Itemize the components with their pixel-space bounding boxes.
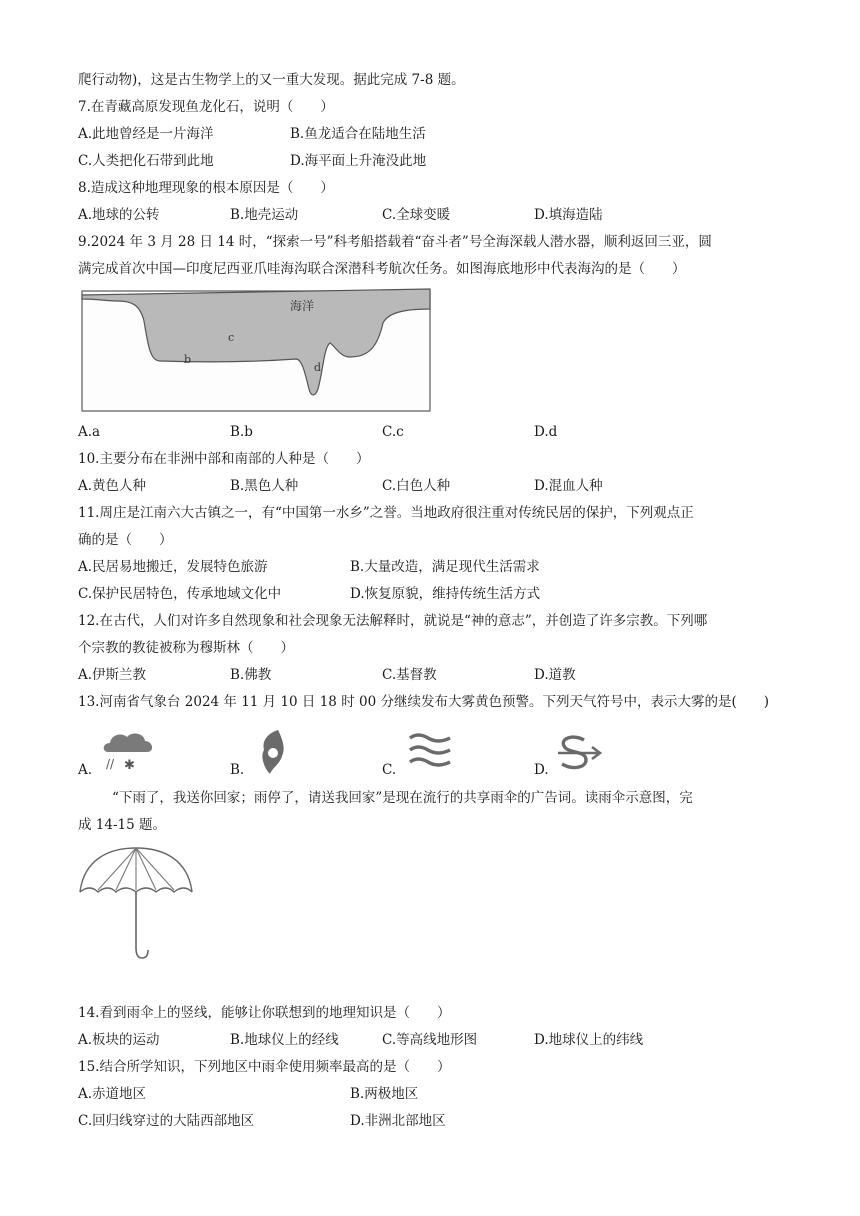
passage2-line1: “下雨了，我送你回家；雨停了，请送我回家”是现在流行的共享雨伞的广告词。读雨伞示意图，完 (112, 790, 693, 806)
q10-option-d: D.混血人种 (534, 478, 603, 494)
q12-stem-line1: 12.在古代，人们对许多自然现象和社会现象无法解释时，就说是“神的意志”，并创造了许多宗教。下列哪 (78, 613, 708, 629)
q12-option-b: B.佛教 (230, 667, 272, 683)
q9-option-d: D.d (534, 424, 558, 440)
q8-stem: 8.造成这种地理现象的根本原因是（ ） (78, 180, 334, 196)
q12-stem-line2: 个宗教的教徒被称为穆斯林（ ） (78, 640, 294, 656)
q11-option-b: B.大量改造，满足现代生活需求 (350, 559, 540, 575)
q9-option-a: A.a (78, 424, 101, 440)
q7-option-b: B.鱼龙适合在陆地生活 (290, 126, 426, 142)
q8-option-c: C.全球变暖 (382, 207, 451, 223)
q9-option-c: C.c (382, 424, 404, 440)
q9-stem-line2: 满完成首次中国—印度尼西亚爪哇海沟联合深潜科考航次任务。如图海底地形中代表海沟的是（ ） (78, 261, 686, 277)
q7-option-d: D.海平面上升淹没此地 (290, 153, 427, 169)
q14-option-a: A.板块的运动 (78, 1032, 160, 1048)
rain-snow-cloud-icon (100, 728, 158, 772)
figure-label-c: c (228, 331, 235, 344)
q13-option-b: B. (230, 762, 245, 778)
q13-option-d: D. (534, 762, 549, 778)
intro-tail: 爬行动物)，这是古生物学上的又一重大发现。据此完成 7-8 题。 (78, 72, 465, 88)
typhoon-icon (256, 728, 290, 776)
q10-option-a: A.黄色人种 (78, 478, 147, 494)
q10-option-c: C.白色人种 (382, 478, 451, 494)
q10-stem: 10.主要分布在非洲中部和南部的人种是（ ） (78, 451, 370, 467)
q7-option-c: C.人类把化石带到此地 (78, 153, 214, 169)
q14-option-b: B.地球仪上的经线 (230, 1032, 339, 1048)
q14-stem: 14.看到雨伞上的竖线，能够让你联想到的地理知识是（ ） (78, 1005, 451, 1021)
sandstorm-icon (554, 732, 606, 774)
q10-option-b: B.黑色人种 (230, 478, 299, 494)
q14-option-d: D.地球仪上的纬线 (534, 1032, 644, 1048)
svg-text:✱: ✱ (124, 758, 135, 772)
q13-option-a: A. (78, 762, 93, 778)
svg-text://: // (106, 757, 115, 771)
q14-option-c: C.等高线地形图 (382, 1032, 478, 1048)
passage2-line2: 成 14-15 题。 (78, 817, 167, 833)
q15-option-c: C.回归线穿过的大陆西部地区 (78, 1113, 255, 1129)
seafloor-diagram (78, 285, 434, 415)
figure-label-b: b (184, 353, 192, 366)
q15-stem: 15.结合所学知识，下列地区中雨伞使用频率最高的是（ ） (78, 1059, 451, 1075)
q7-option-a: A.此地曾经是一片海洋 (78, 126, 214, 142)
q12-option-c: C.基督教 (382, 667, 437, 683)
umbrella-diagram (76, 844, 198, 962)
q8-option-a: A.地球的公转 (78, 207, 160, 223)
q15-option-b: B.两极地区 (350, 1086, 419, 1102)
q9-stem-line1: 9.2024 年 3 月 28 日 14 时，“探索一号”科考船搭载着“奋斗者”号全海深载人潜水器，顺利返回三亚，圆 (78, 234, 712, 250)
q13-stem: 13.河南省气象台 2024 年 11 月 10 日 18 时 00 分继续发布大雾黄色预警。下列天气符号中，表示大雾的是( ) (78, 694, 769, 710)
q12-option-a: A.伊斯兰教 (78, 667, 147, 683)
q15-option-d: D.非洲北部地区 (350, 1113, 446, 1129)
q8-option-b: B.地壳运动 (230, 207, 299, 223)
q11-stem-line1: 11.周庄是江南六大古镇之一，有“中国第一水乡”之誉。当地政府很注重对传统民居的保护，下列观点正 (78, 505, 694, 521)
q8-option-d: D.填海造陆 (534, 207, 603, 223)
q11-option-d: D.恢复原貌，维持传统生活方式 (350, 586, 541, 602)
q7-stem: 7.在青藏高原发现鱼龙化石，说明（ ） (78, 99, 334, 115)
q11-stem-line2: 确的是（ ） (78, 532, 173, 548)
fog-icon (406, 730, 454, 770)
figure-label-sea: 海洋 (290, 299, 315, 313)
q9-option-b: B.b (230, 424, 253, 440)
q15-option-a: A.赤道地区 (78, 1086, 147, 1102)
q12-option-d: D.道教 (534, 667, 576, 683)
q11-option-a: A.民居易地搬迁，发展特色旅游 (78, 559, 268, 575)
q11-option-c: C.保护民居特色，传承地域文化中 (78, 586, 282, 602)
figure-label-d: d (314, 361, 322, 374)
q13-option-c: C. (382, 762, 397, 778)
